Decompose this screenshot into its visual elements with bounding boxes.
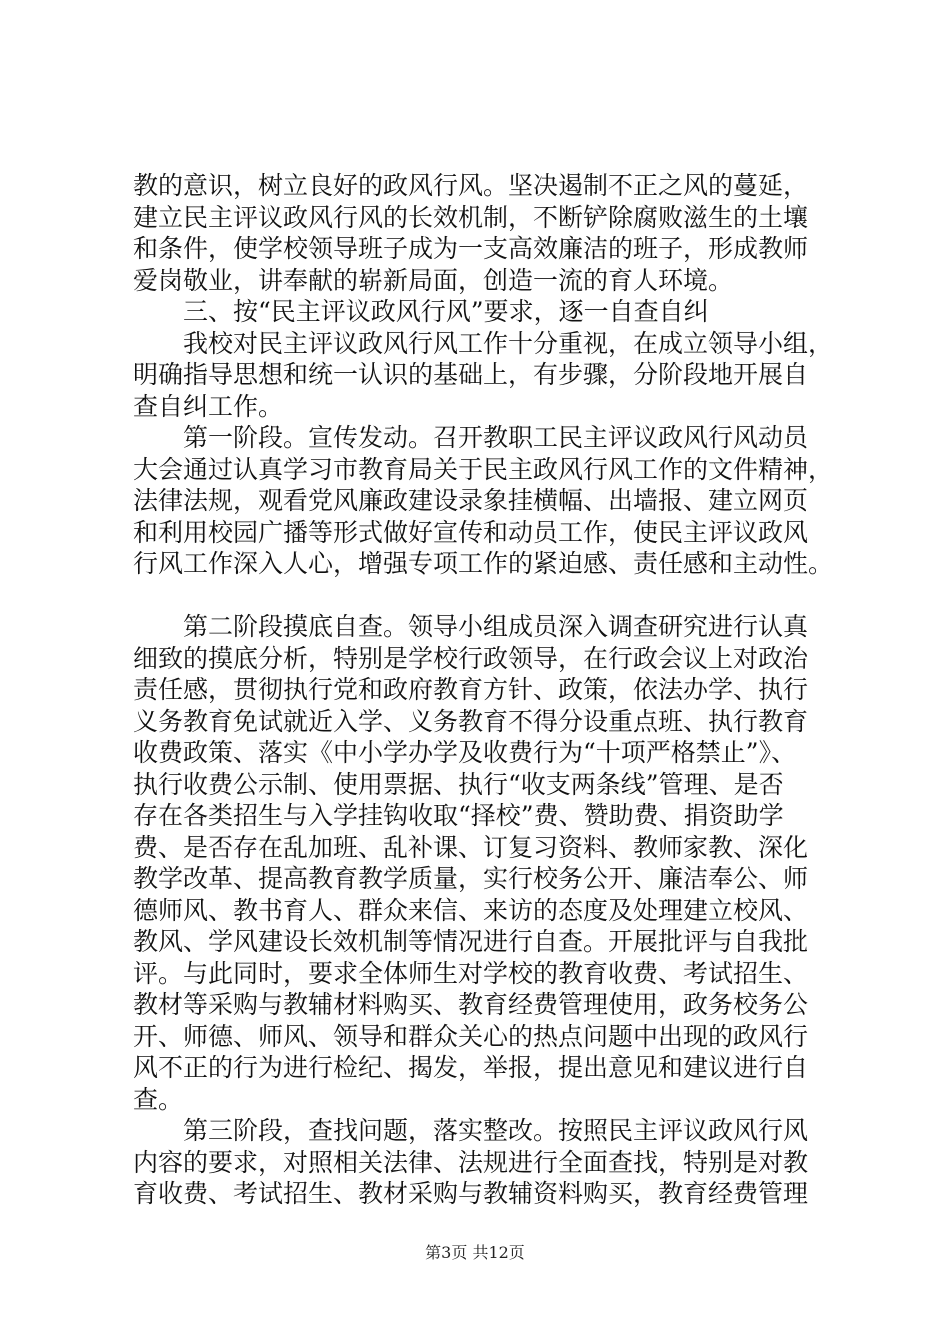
text-line: 义务教育免试就近入学、义务教育不得分设重点班、执行教育 (133, 706, 809, 736)
text-line: 大会通过认真学习市教育局关于民主政风行风工作的文件精神， (133, 454, 834, 484)
text-line: 行风工作深入人心，增强专项工作的紧迫感、责任感和主动性。 (133, 549, 834, 578)
text-line: 收费政策、落实《中小学办学及收费行为“十项严格禁止”》、 (133, 738, 797, 767)
text-line: 和条件，使学校领导班子成为一支高效廉洁的班子，形成教师 (133, 234, 809, 263)
section-heading: 三、按“民主评议政风行风”要求，逐一自查自纠 (183, 297, 709, 326)
text-line: 明确指导思想和统一认识的基础上，有步骤，分阶段地开展自 (133, 360, 809, 389)
text-line: 细致的摸底分析，特别是学校行政领导，在行政会议上对政治 (133, 643, 809, 673)
text-line: 费、是否存在乱加班、乱补课、订复习资料、教师家教、深化 (133, 832, 809, 862)
text-line: 第三阶段，查找问题，落实整改。按照民主评议政风行风 (183, 1116, 809, 1145)
text-line: 风不正的行为进行检纪、揭发，举报，提出意见和建议进行自 (133, 1053, 809, 1082)
text-line: 第二阶段摸底自查。领导小组成员深入调查研究进行认真 (183, 612, 809, 641)
text-line: 责任感，贯彻执行党和政府教育方针、政策，依法办学、执行 (133, 675, 809, 704)
paragraph-gap (133, 580, 833, 612)
text-line: 育收费、考试招生、教材采购与教辅资料购买，教育经费管理 (133, 1179, 809, 1208)
text-line: 查。 (133, 1084, 184, 1114)
document-body (133, 170, 833, 1210)
text-line: 法律法规，观看党风廉政建设录象挂横幅、出墙报、建立网页 (133, 486, 809, 515)
text-line: 教风、学风建设长效机制等情况进行自查。开展批评与自我批 (133, 927, 809, 956)
text-line: 内容的要求，对照相关法律、法规进行全面查找，特别是对教 (133, 1147, 809, 1177)
text-line: 评。与此同时，要求全体师生对学校的教育收费、考试招生、 (133, 958, 809, 988)
text-line: 查自纠工作。 (133, 391, 284, 421)
text-line: 开、师德、师风、领导和群众关心的热点问题中出现的政风行 (133, 1021, 809, 1051)
text-line: 第一阶段。宣传发动。召开教职工民主评议政风行风动员 (183, 423, 809, 452)
text-line: 德师风、教书育人、群众来信、来访的态度及处理建立校风、 (133, 895, 809, 925)
text-line: 教材等采购与教辅材料购买、教育经费管理使用，政务校务公 (133, 990, 809, 1019)
page-number-footer: 第3页 共12页 (425, 1243, 525, 1262)
text-line: 教的意识，树立良好的政风行风。坚决遏制不正之风的蔓延， (133, 171, 809, 200)
text-line: 和利用校园广播等形式做好宣传和动员工作，使民主评议政风 (133, 517, 809, 547)
text-line: 爱岗敬业，讲奉献的崭新局面，创造一流的育人环境。 (133, 265, 734, 295)
text-line: 建立民主评议政风行风的长效机制，不断铲除腐败滋生的土壤 (133, 202, 809, 232)
text-line: 执行收费公示制、使用票据、执行“收支两条线”管理、是否 (133, 769, 784, 799)
text-line: 教学改革、提高教育教学质量，实行校务公开、廉洁奉公、师 (133, 864, 809, 893)
text-line: 存在各类招生与入学挂钩收取“择校”费、赞助费、捐资助学 (133, 801, 784, 830)
text-line: 我校对民主评议政风行风工作十分重视，在成立领导小组， (183, 328, 834, 358)
